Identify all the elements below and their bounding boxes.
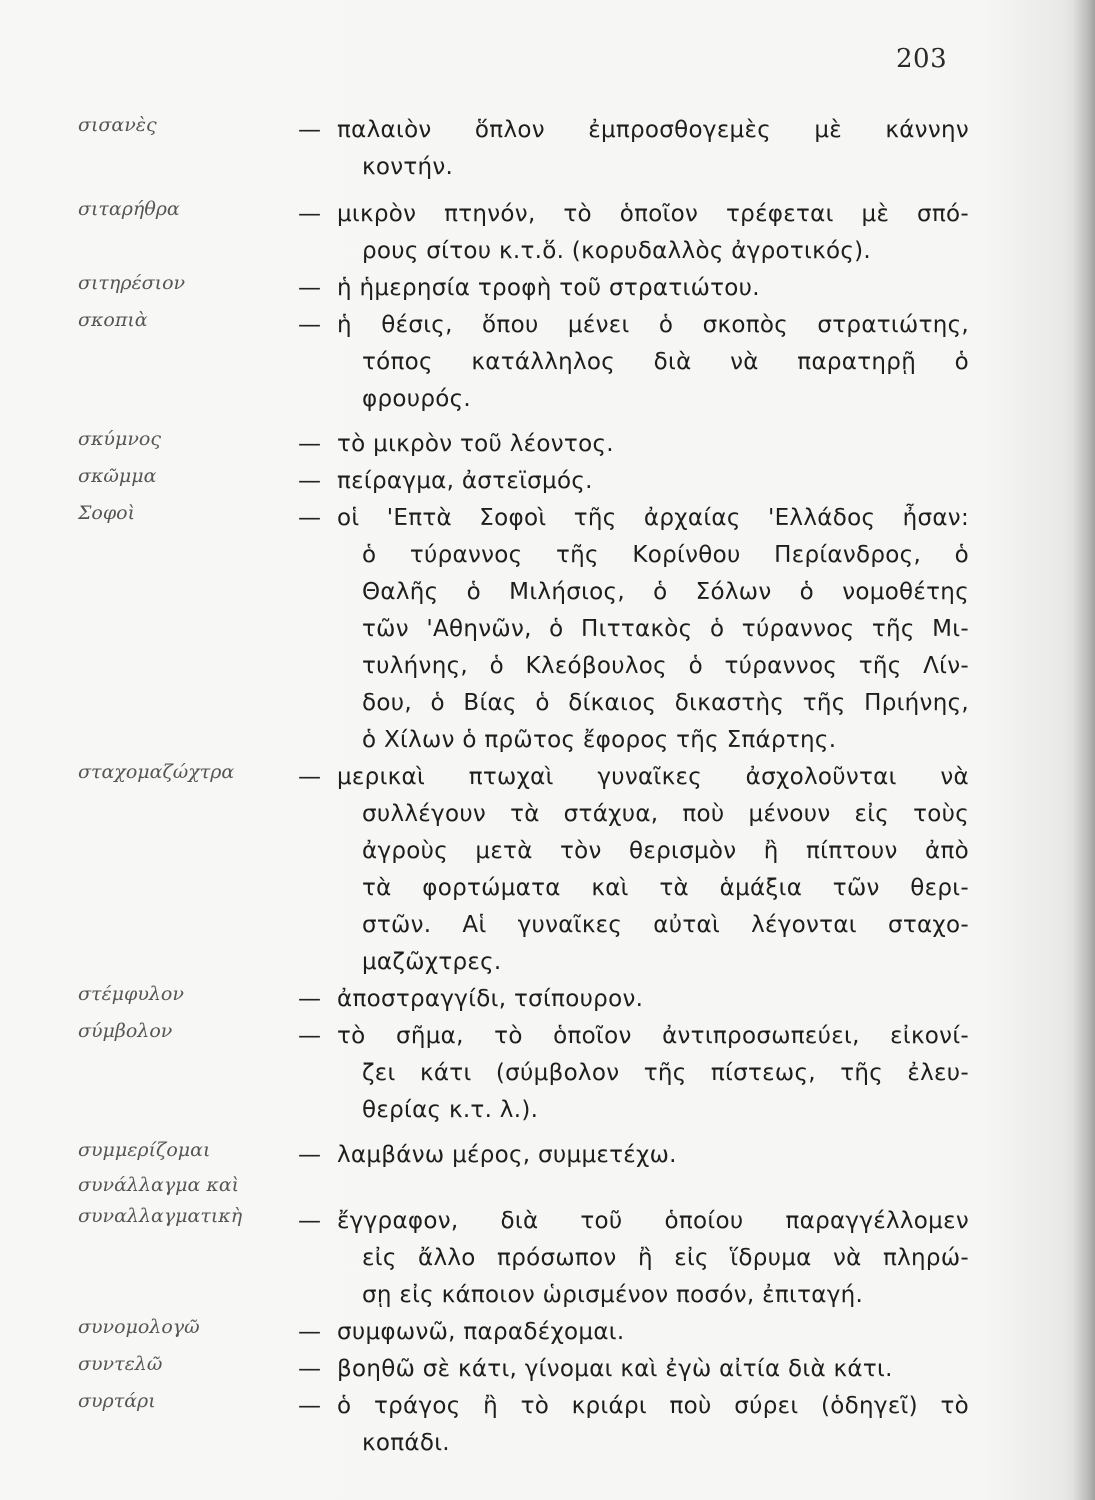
glossary-entries — [0, 112, 1095, 1462]
entry-definition — [337, 1137, 969, 1174]
page-number: 203 — [896, 44, 948, 74]
glossary-entry — [0, 1203, 1095, 1314]
definition-line: δου, ὁ Βίας ὁ δίκαιος δικαστὴς τῆς Πριήνης, — [362, 690, 969, 716]
entry-dash: — — [298, 764, 321, 790]
definition-line: ἔγγραφον, διὰ τοῦ ὁποίου παραγγέλλομεν — [337, 1208, 969, 1234]
definition-line: ἀποστραγγίδι, τσίπουρον. — [337, 986, 644, 1012]
entry-term: σκῶμμα — [78, 465, 157, 487]
definition-line: ζει κάτι (σύμβολον τῆς πίστεως, τῆς ἐλευ- — [362, 1060, 969, 1086]
entry-term: σταχομαζώχτρα — [78, 761, 235, 783]
entry-term: συνομολογῶ — [78, 1316, 200, 1338]
entry-dash: — — [298, 1142, 321, 1168]
definition-line: ἡ θέσις, ὅπου μένει ὁ σκοπὸς στρατιώτης, — [337, 312, 969, 338]
definition-line: συμφωνῶ, παραδέχομαι. — [337, 1319, 625, 1345]
entry-definition — [337, 1203, 969, 1314]
definition-line: πείραγμα, ἀστεϊσμός. — [337, 468, 593, 494]
entry-dash: — — [298, 117, 321, 143]
glossary-entry — [0, 1174, 1095, 1203]
glossary-entry — [0, 500, 1095, 759]
glossary-entry — [0, 463, 1095, 500]
definition-line: ἡ ἡμερησία τροφὴ τοῦ στρατιώτου. — [337, 275, 760, 301]
glossary-entry — [0, 196, 1095, 270]
entry-term: συναλλαγματικὴ — [78, 1205, 243, 1227]
definition-line: ὁ τράγος ἢ τὸ κριάρι ποὺ σύρει (ὁδηγεῖ) τὸ — [337, 1393, 969, 1419]
entry-term: σκύμνος — [78, 428, 161, 450]
definition-line: ἀγροὺς μετὰ τὸν θερισμὸν ἢ πίπτουν ἀπὸ — [362, 838, 969, 864]
entry-dash: — — [298, 1023, 321, 1049]
definition-line: τυλήνης, ὁ Κλεόβουλος ὁ τύραννος τῆς Λίν- — [362, 653, 969, 679]
entry-term: συρτάρι — [78, 1390, 156, 1412]
entry-dash: — — [298, 1319, 321, 1345]
definition-line: οἱ 'Επτὰ Σοφοὶ τῆς ἀρχαίας 'Ελλάδος ἦσαν: — [337, 505, 969, 531]
definition-line: στῶν. Αἱ γυναῖκες αὐταὶ λέγονται σταχο- — [362, 912, 969, 938]
entry-definition — [337, 463, 969, 500]
definition-line: μαζῶχτρες. — [362, 949, 502, 975]
definition-line: ὁ Χίλων ὁ πρῶτος ἔφορος τῆς Σπάρτης. — [362, 727, 837, 753]
entry-term: σκοπιὰ — [78, 309, 148, 331]
entry-definition — [337, 1351, 969, 1388]
entry-term: συμμερίζομαι — [78, 1139, 211, 1161]
entry-dash: — — [298, 1208, 321, 1234]
definition-line: τὰ φορτώματα καὶ τὰ ἁμάξια τῶν θερι- — [362, 875, 969, 901]
definition-line: συλλέγουν τὰ στάχυα, ποὺ μένουν εἰς τοὺς — [362, 801, 969, 827]
glossary-entry — [0, 307, 1095, 418]
glossary-entry — [0, 1351, 1095, 1388]
definition-line: τῶν 'Αθηνῶν, ὁ Πιττακὸς ὁ τύραννος τῆς Μι- — [362, 616, 969, 642]
entry-term: συντελῶ — [78, 1353, 163, 1375]
entry-term: στέμφυλον — [78, 983, 184, 1005]
glossary-entry — [0, 759, 1095, 981]
entry-definition — [337, 307, 969, 418]
entry-definition — [337, 426, 969, 463]
entry-term: σιταρήθρα — [78, 198, 180, 220]
entry-term: συνάλλαγμα καὶ — [78, 1174, 240, 1196]
definition-line: σῃ εἰς κάποιον ὡρισμένον ποσόν, ἐπιταγή. — [362, 1282, 864, 1308]
definition-line: τὸ μικρὸν τοῦ λέοντος. — [337, 431, 614, 457]
glossary-entry — [0, 426, 1095, 463]
definition-line: θερίας κ.τ. λ.). — [362, 1097, 539, 1123]
entry-term: σισανὲς — [78, 114, 157, 136]
entry-dash: — — [298, 275, 321, 301]
definition-line: τὸ σῆμα, τὸ ὁποῖον ἀντιπροσωπεύει, εἰκονί- — [337, 1023, 969, 1049]
entry-term: σιτηρέσιον — [78, 272, 186, 294]
entry-definition — [337, 759, 969, 981]
entry-dash: — — [298, 312, 321, 338]
definition-line: κοπάδι. — [362, 1430, 450, 1456]
entry-dash: — — [298, 468, 321, 494]
entry-dash: — — [298, 986, 321, 1012]
definition-line: ὁ τύραννος τῆς Κορίνθου Περίανδρος, ὁ — [362, 542, 969, 568]
entry-definition — [337, 1018, 969, 1129]
definition-line: Θαλῆς ὁ Μιλήσιος, ὁ Σόλων ὁ νομοθέτης — [362, 579, 969, 605]
entry-term: Σοφοὶ — [78, 502, 136, 524]
definition-line: λαμβάνω μέρος, συμμετέχω. — [337, 1142, 677, 1168]
definition-line: παλαιὸν ὅπλον ἐμπροσθογεμὲς μὲ κάννην — [337, 117, 969, 143]
entry-dash: — — [298, 1356, 321, 1382]
entry-definition — [337, 196, 969, 270]
glossary-entry — [0, 112, 1095, 186]
entry-definition — [337, 981, 969, 1018]
entry-dash: — — [298, 505, 321, 531]
glossary-entry — [0, 1137, 1095, 1174]
entry-dash: — — [298, 431, 321, 457]
glossary-entry — [0, 1018, 1095, 1129]
glossary-entry — [0, 1314, 1095, 1351]
entry-definition — [337, 1314, 969, 1351]
definition-line: βοηθῶ σὲ κάτι, γίνομαι καὶ ἐγὼ αἰτία διὰ κάτι. — [337, 1356, 893, 1382]
definition-line: μικρὸν πτηνόν, τὸ ὁποῖον τρέφεται μὲ σπό- — [337, 201, 969, 227]
definition-line: μερικαὶ πτωχαὶ γυναῖκες ἀσχολοῦνται νὰ — [337, 764, 969, 790]
definition-line: ρους σίτου κ.τ.ὅ. (κορυδαλλὸς ἀγροτικός). — [362, 238, 872, 264]
entry-term: σύμβολον — [78, 1020, 173, 1042]
entry-definition — [337, 270, 969, 307]
entry-dash: — — [298, 201, 321, 227]
glossary-entry — [0, 1388, 1095, 1462]
glossary-entry — [0, 981, 1095, 1018]
entry-dash: — — [298, 1393, 321, 1419]
entry-definition — [337, 500, 969, 759]
definition-line: φρουρός. — [362, 386, 472, 412]
definition-line: τόπος κατάλληλος διὰ νὰ παρατηρῇ ὁ — [362, 349, 969, 375]
glossary-entry — [0, 270, 1095, 307]
entry-definition — [337, 112, 969, 186]
definition-line: εἰς ἄλλο πρόσωπον ἢ εἰς ἵδρυμα νὰ πληρώ- — [362, 1245, 969, 1271]
definition-line: κοντήν. — [362, 154, 454, 180]
entry-definition — [337, 1388, 969, 1462]
